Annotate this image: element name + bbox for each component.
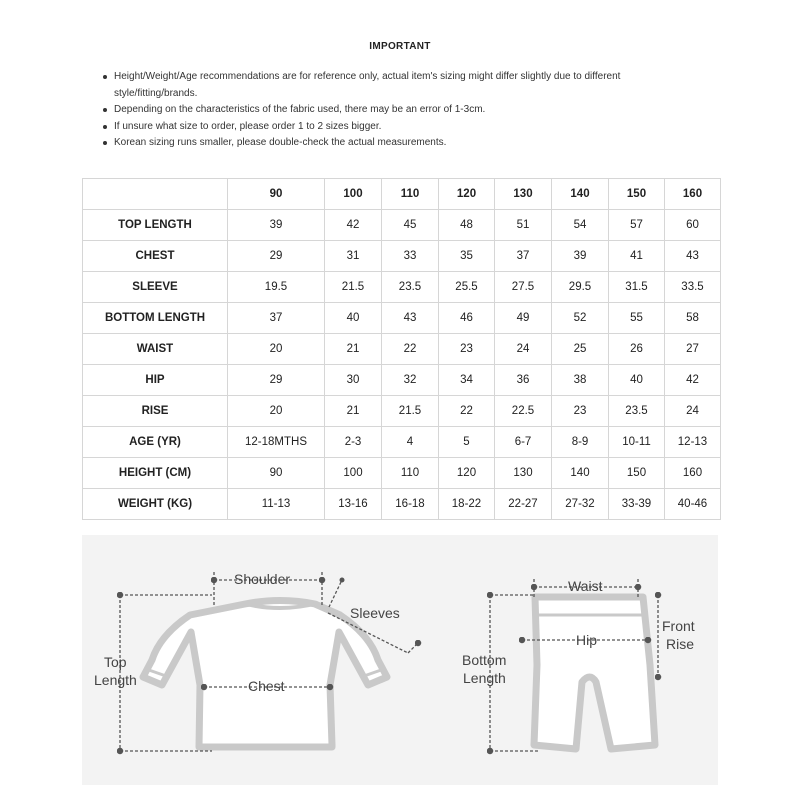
table-cell: 23 — [552, 396, 609, 427]
size-header: 90 — [228, 179, 325, 210]
table-cell: 55 — [609, 303, 665, 334]
table-cell: 18-22 — [439, 489, 495, 520]
table-cell: 13-16 — [325, 489, 382, 520]
table-cell: 11-13 — [228, 489, 325, 520]
table-cell: 60 — [665, 210, 721, 241]
bottom-length-label-line1: Bottom — [462, 652, 507, 668]
table-cell: 33-39 — [609, 489, 665, 520]
table-cell: 12-18MTHS — [228, 427, 325, 458]
table-cell: 21.5 — [325, 272, 382, 303]
table-cell: 39 — [228, 210, 325, 241]
table-cell: 24 — [665, 396, 721, 427]
table-cell: 140 — [552, 458, 609, 489]
size-header: 110 — [382, 179, 439, 210]
table-corner-cell — [83, 179, 228, 210]
table-cell: 40-46 — [665, 489, 721, 520]
pants-icon — [534, 597, 655, 749]
table-header-row — [83, 179, 721, 210]
table-cell: 23.5 — [609, 396, 665, 427]
table-row — [83, 365, 721, 396]
size-chart-table — [82, 178, 721, 520]
table-cell: 54 — [552, 210, 609, 241]
table-cell: 46 — [439, 303, 495, 334]
table-cell: 35 — [439, 241, 495, 272]
table-cell: 12-13 — [665, 427, 721, 458]
shoulder-label: Shoulder — [234, 571, 291, 587]
table-cell: 20 — [228, 396, 325, 427]
table-cell: 29 — [228, 241, 325, 272]
table-row — [83, 303, 721, 334]
table-cell: 23 — [439, 334, 495, 365]
front-rise-label-line1: Front — [662, 618, 695, 634]
size-header: 140 — [552, 179, 609, 210]
table-row — [83, 241, 721, 272]
measurement-illustration — [82, 535, 718, 785]
table-cell: 130 — [495, 458, 552, 489]
page-title: IMPORTANT — [369, 41, 431, 52]
table-cell: 42 — [325, 210, 382, 241]
table-cell: 31 — [325, 241, 382, 272]
table-cell: 22.5 — [495, 396, 552, 427]
note-item: Depending on the characteristics of the fabric used, there may be an error of 1-3cm. — [102, 102, 702, 119]
table-cell: 58 — [665, 303, 721, 334]
table-cell: 57 — [609, 210, 665, 241]
table-cell: 32 — [382, 365, 439, 396]
table-cell: 27.5 — [495, 272, 552, 303]
row-label: BOTTOM LENGTH — [83, 303, 228, 334]
table-row — [83, 458, 721, 489]
table-cell: 21 — [325, 396, 382, 427]
row-label: WEIGHT (KG) — [83, 489, 228, 520]
sleeve-marker-dot — [340, 578, 345, 583]
size-header: 100 — [325, 179, 382, 210]
table-cell: 51 — [495, 210, 552, 241]
row-label: TOP LENGTH — [83, 210, 228, 241]
table-cell: 34 — [439, 365, 495, 396]
table-cell: 25.5 — [439, 272, 495, 303]
row-label: WAIST — [83, 334, 228, 365]
table-cell: 110 — [382, 458, 439, 489]
bottom-length-label-line2: Length — [463, 670, 506, 686]
row-label: CHEST — [83, 241, 228, 272]
table-cell: 37 — [228, 303, 325, 334]
size-header: 150 — [609, 179, 665, 210]
chest-label: Chest — [248, 678, 285, 694]
table-cell: 22 — [382, 334, 439, 365]
table-cell: 30 — [325, 365, 382, 396]
table-cell: 52 — [552, 303, 609, 334]
table-cell: 8-9 — [552, 427, 609, 458]
table-cell: 120 — [439, 458, 495, 489]
table-cell: 40 — [609, 365, 665, 396]
row-label: HEIGHT (CM) — [83, 458, 228, 489]
table-cell: 40 — [325, 303, 382, 334]
sleeves-label: Sleeves — [350, 605, 400, 621]
table-cell: 21 — [325, 334, 382, 365]
top-length-label-line1: Top — [104, 654, 127, 670]
size-header: 160 — [665, 179, 721, 210]
table-cell: 48 — [439, 210, 495, 241]
table-cell: 160 — [665, 458, 721, 489]
table-cell: 20 — [228, 334, 325, 365]
table-cell: 25 — [552, 334, 609, 365]
notes-list — [102, 69, 702, 152]
table-cell: 90 — [228, 458, 325, 489]
note-item: If unsure what size to order, please order 1 to 2 sizes bigger. — [102, 119, 702, 136]
table-cell: 21.5 — [382, 396, 439, 427]
table-row — [83, 272, 721, 303]
table-cell: 19.5 — [228, 272, 325, 303]
table-row — [83, 396, 721, 427]
table-body — [83, 210, 721, 520]
table-cell: 33 — [382, 241, 439, 272]
size-header: 120 — [439, 179, 495, 210]
table-cell: 10-11 — [609, 427, 665, 458]
table-cell: 150 — [609, 458, 665, 489]
table-cell: 23.5 — [382, 272, 439, 303]
table-cell: 100 — [325, 458, 382, 489]
table-row — [83, 210, 721, 241]
table-cell: 22-27 — [495, 489, 552, 520]
table-cell: 45 — [382, 210, 439, 241]
sweatshirt-icon — [143, 601, 387, 748]
measurement-diagram — [82, 535, 718, 785]
row-label: RISE — [83, 396, 228, 427]
table-cell: 27 — [665, 334, 721, 365]
table-cell: 29 — [228, 365, 325, 396]
table-cell: 49 — [495, 303, 552, 334]
size-header: 130 — [495, 179, 552, 210]
note-item: Height/Weight/Age recommendations are for reference only, actual item's sizing might differ slightly due to different style/fitting/brands. — [102, 69, 702, 102]
table-cell: 31.5 — [609, 272, 665, 303]
table-cell: 39 — [552, 241, 609, 272]
hip-label: Hip — [576, 632, 598, 648]
table-cell: 29.5 — [552, 272, 609, 303]
row-label: HIP — [83, 365, 228, 396]
table-cell: 22 — [439, 396, 495, 427]
table-cell: 2-3 — [325, 427, 382, 458]
row-label: AGE (YR) — [83, 427, 228, 458]
note-item: Korean sizing runs smaller, please double-check the actual measurements. — [102, 135, 702, 152]
table-cell: 24 — [495, 334, 552, 365]
table-cell: 42 — [665, 365, 721, 396]
table-cell: 43 — [665, 241, 721, 272]
table-cell: 16-18 — [382, 489, 439, 520]
table-cell: 43 — [382, 303, 439, 334]
table-cell: 5 — [439, 427, 495, 458]
waist-label: Waist — [568, 578, 603, 594]
table-cell: 26 — [609, 334, 665, 365]
table-cell: 4 — [382, 427, 439, 458]
front-rise-label-line2: Rise — [666, 636, 695, 652]
table-row — [83, 489, 721, 520]
table-cell: 41 — [609, 241, 665, 272]
table-cell: 37 — [495, 241, 552, 272]
top-length-label-line2: Length — [94, 672, 137, 688]
table-row — [83, 334, 721, 365]
table-cell: 6-7 — [495, 427, 552, 458]
row-label: SLEEVE — [83, 272, 228, 303]
table-cell: 36 — [495, 365, 552, 396]
table-cell: 33.5 — [665, 272, 721, 303]
table-row — [83, 427, 721, 458]
table-cell: 38 — [552, 365, 609, 396]
table-cell: 27-32 — [552, 489, 609, 520]
